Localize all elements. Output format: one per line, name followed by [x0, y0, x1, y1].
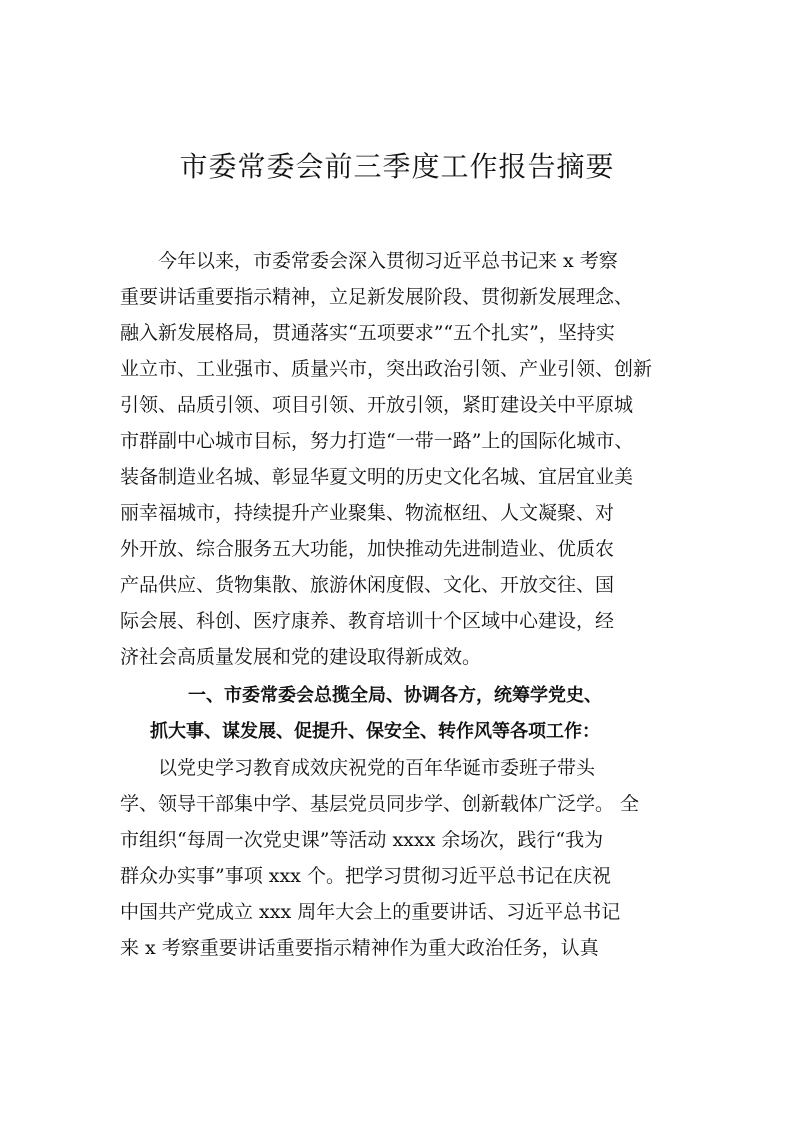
body-line-1: 今年以来，市委常委会深入贯彻习近平总书记来 x 考察: [158, 250, 618, 272]
body-line-7: 装备制造业名城、彰显华夏文明的历史文化名城、宜居宜业美: [120, 466, 634, 488]
section-heading-line-1: 一、市委常委会总揽全局、协调各方，统筹学党史、: [188, 685, 602, 706]
body-line-11: 际会展、科创、医疗康养、教育培训十个区域中心建设，经: [120, 610, 615, 632]
document-title: 市委常委会前三季度工作报告摘要: [179, 150, 615, 183]
body-line-10: 产品供应、货物集散、旅游休闲度假、文化、开放交往、国: [120, 574, 615, 596]
body-line-6: 市群副中心城市目标，努力打造“一带一路”上的国际化城市、: [120, 430, 634, 452]
body-line-8: 丽幸福城市，持续提升产业聚集、物流枢纽、人文凝聚、对: [120, 502, 615, 524]
body-line-9: 外开放、综合服务五大功能，加快推动先进制造业、优质农: [120, 538, 615, 560]
body-line-13: 以党史学习教育成效庆祝党的百年华诞市委班子带头: [158, 757, 596, 779]
body-line-17: 中国共产党成立 xxx 周年大会上的重要讲话、习近平总书记: [120, 901, 621, 923]
section-heading-line-2: 抓大事、谋发展、促提升、保安全、转作风等各项工作：: [150, 721, 600, 742]
body-line-14: 学、领导干部集中学、基层党员同步学、创新载体广泛学。 全: [120, 793, 640, 815]
body-line-2: 重要讲话重要指示精神，立足新发展阶段、贯彻新发展理念、: [120, 286, 634, 308]
body-line-16: 群众办实事”事项 xxx 个。把学习贯彻习近平总书记在庆祝: [120, 865, 611, 887]
body-line-5: 引领、品质引领、项目引领、开放引领，紧盯建设关中平原城: [120, 394, 634, 416]
body-line-15: 市组织“每周一次党史课”等活动 xxxx 余场次，践行“我为: [120, 829, 604, 851]
body-line-18: 来 x 考察重要讲话重要指示精神作为重大政治任务，认真: [120, 937, 599, 959]
body-line-12: 济社会高质量发展和党的建设取得新成效。: [120, 646, 482, 668]
body-line-4: 业立市、工业强市、质量兴市，突出政治引领、产业引领、创新: [120, 358, 653, 380]
body-line-3: 融入新发展格局，贯通落实“五项要求”“五个扎实”，坚持实: [120, 322, 615, 344]
